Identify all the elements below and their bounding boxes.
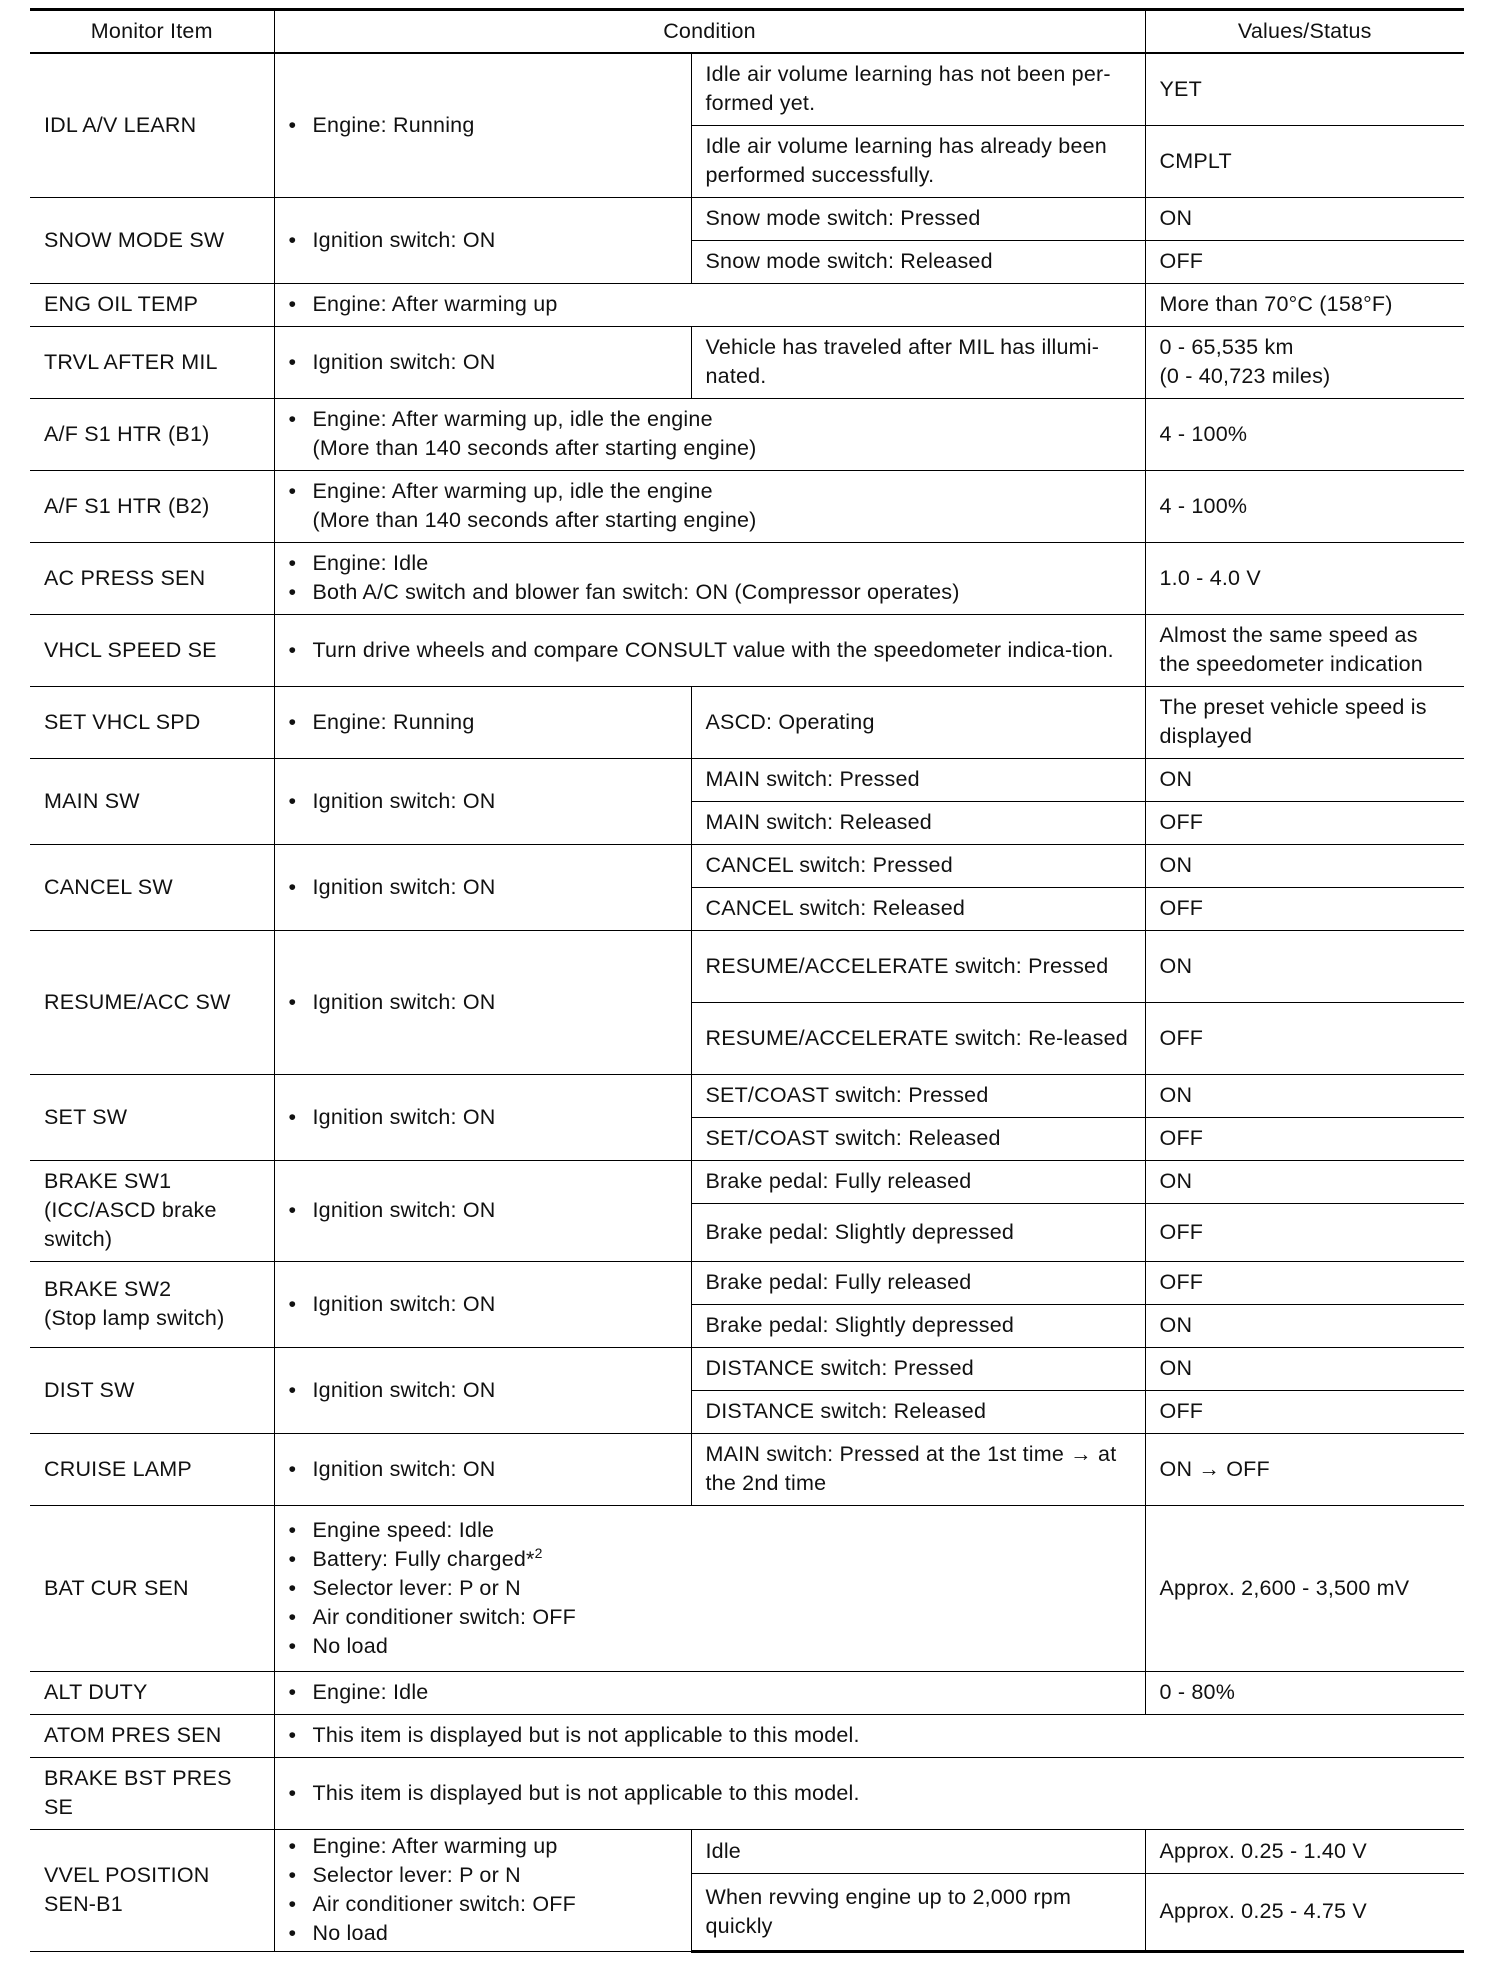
value-cell: OFF xyxy=(1145,887,1464,930)
condition-cell xyxy=(274,1074,691,1160)
condition-cell xyxy=(274,686,691,758)
condition-bullet: • Air conditioner switch: OFF xyxy=(289,1890,677,1919)
monitor-item: A/F S1 HTR (B1) xyxy=(30,398,274,470)
monitor-item: SET VHCL SPD xyxy=(30,686,274,758)
condition-cell xyxy=(274,1433,691,1505)
header-monitor-item: Monitor Item xyxy=(30,10,274,54)
sub-condition: Brake pedal: Fully released xyxy=(691,1261,1145,1304)
value-cell: The preset vehicle speed is displayed xyxy=(1145,686,1464,758)
table-row xyxy=(30,197,1464,240)
monitor-item-line: SEN-B1 xyxy=(44,1892,123,1916)
table-row xyxy=(30,470,1464,542)
sub-condition: SET/COAST switch: Released xyxy=(691,1117,1145,1160)
sub-condition: ASCD: Operating xyxy=(691,686,1145,758)
condition-bullet xyxy=(289,405,1131,463)
monitor-item: DIST SW xyxy=(30,1347,274,1433)
monitor-item-line: VVEL POSITION xyxy=(44,1863,210,1887)
condition-text: (More than 140 seconds after starting engine) xyxy=(312,508,757,532)
monitor-item: BRAKE SW1 (ICC/ASCD brake switch) xyxy=(30,1160,274,1261)
condition-bullet: • Engine: Running xyxy=(289,708,677,737)
condition-bullet: • This item is displayed but is not applicable to this model. xyxy=(289,1721,1451,1750)
condition-bullet: • Both A/C switch and blower fan switch: ON (Compressor operates) xyxy=(289,578,1131,607)
condition-bullet: • Ignition switch: ON xyxy=(289,1455,677,1484)
table-row xyxy=(30,1671,1464,1714)
table-row xyxy=(30,1347,1464,1390)
condition-bullet: • Engine: Running xyxy=(289,111,677,140)
monitor-item: VHCL SPEED SE xyxy=(30,614,274,686)
sub-condition: DISTANCE switch: Released xyxy=(691,1390,1145,1433)
value-cell: OFF xyxy=(1145,1261,1464,1304)
monitor-item: BRAKE BST PRES SE xyxy=(30,1757,274,1829)
condition-bullet: • Selector lever: P or N xyxy=(289,1861,677,1890)
condition-bullet: • Selector lever: P or N xyxy=(289,1574,1131,1603)
footnote-marker: 2 xyxy=(534,1544,543,1561)
monitor-item: RESUME/ACC SW xyxy=(30,930,274,1074)
condition-bullet: • Ignition switch: ON xyxy=(289,1196,677,1225)
condition-text: Engine: After warming up, idle the engine xyxy=(312,407,713,431)
condition-bullet: • No load xyxy=(289,1919,677,1948)
table-row xyxy=(30,1505,1464,1671)
value-cell xyxy=(1145,326,1464,398)
value-cell: ON xyxy=(1145,1160,1464,1203)
monitor-item: BAT CUR SEN xyxy=(30,1505,274,1671)
sub-condition: Brake pedal: Slightly depressed xyxy=(691,1203,1145,1261)
condition-cell xyxy=(274,1160,691,1261)
condition-cell xyxy=(274,1757,1464,1829)
table-row xyxy=(30,1074,1464,1117)
condition-cell xyxy=(274,53,691,197)
monitor-item: CANCEL SW xyxy=(30,844,274,930)
table-row xyxy=(30,614,1464,686)
sub-condition: MAIN switch: Pressed xyxy=(691,758,1145,801)
condition-bullet: • Engine: After warming up xyxy=(289,290,1131,319)
monitor-item-table xyxy=(30,8,1464,1953)
condition-cell xyxy=(274,197,691,283)
value-cell: ON xyxy=(1145,1304,1464,1347)
condition-bullet: • Ignition switch: ON xyxy=(289,787,677,816)
table-row xyxy=(30,930,1464,1002)
condition-cell xyxy=(274,542,1145,614)
value-cell: OFF xyxy=(1145,1002,1464,1074)
sub-condition: Vehicle has traveled after MIL has illumi-nated. xyxy=(691,326,1145,398)
condition-bullet: • Engine: After warming up xyxy=(289,1832,677,1861)
value-cell: 0 - 80% xyxy=(1145,1671,1464,1714)
condition-cell xyxy=(274,1829,691,1951)
value-cell: 4 - 100% xyxy=(1145,470,1464,542)
table-row xyxy=(30,758,1464,801)
sub-condition: Brake pedal: Slightly depressed xyxy=(691,1304,1145,1347)
sub-condition: Idle air volume learning has already been performed successfully. xyxy=(691,125,1145,197)
monitor-item: SET SW xyxy=(30,1074,274,1160)
monitor-item: ENG OIL TEMP xyxy=(30,283,274,326)
value-cell: Approx. 2,600 - 3,500 mV xyxy=(1145,1505,1464,1671)
table-row xyxy=(30,844,1464,887)
value-cell: ON xyxy=(1145,197,1464,240)
condition-bullet: • This item is displayed but is not applicable to this model. xyxy=(289,1779,1451,1808)
table-row xyxy=(30,283,1464,326)
monitor-item-line: (Stop lamp switch) xyxy=(44,1306,225,1330)
table-row xyxy=(30,398,1464,470)
sub-condition: MAIN switch: Pressed at the 1st time → at the 2nd time xyxy=(691,1433,1145,1505)
condition-cell xyxy=(274,326,691,398)
monitor-item: SNOW MODE SW xyxy=(30,197,274,283)
condition-cell xyxy=(274,1714,1464,1757)
condition-bullet: • Ignition switch: ON xyxy=(289,988,677,1017)
condition-cell xyxy=(274,758,691,844)
monitor-item: TRVL AFTER MIL xyxy=(30,326,274,398)
sub-condition: Idle air volume learning has not been per-formed yet. xyxy=(691,53,1145,125)
table-row xyxy=(30,1160,1464,1203)
condition-cell xyxy=(274,1347,691,1433)
condition-bullet: • No load xyxy=(289,1632,1131,1661)
table-header-row xyxy=(30,10,1464,54)
value-cell: YET xyxy=(1145,53,1464,125)
monitor-item: ALT DUTY xyxy=(30,1671,274,1714)
condition-bullet xyxy=(289,477,1131,535)
condition-text: Battery: Fully charged* xyxy=(312,1546,535,1571)
value-cell: Approx. 0.25 - 4.75 V xyxy=(1145,1873,1464,1951)
condition-bullet: • Ignition switch: ON xyxy=(289,226,677,255)
table-row xyxy=(30,686,1464,758)
condition-bullet: • Engine: Idle xyxy=(289,549,1131,578)
monitor-item xyxy=(30,1829,274,1951)
value-cell: CMPLT xyxy=(1145,125,1464,197)
monitor-item xyxy=(30,1261,274,1347)
table-row xyxy=(30,1261,1464,1304)
value-line: (0 - 40,723 miles) xyxy=(1159,364,1331,388)
value-cell: 1.0 - 4.0 V xyxy=(1145,542,1464,614)
condition-bullet: • Ignition switch: ON xyxy=(289,873,677,902)
sub-condition: Snow mode switch: Released xyxy=(691,240,1145,283)
sub-condition: When revving engine up to 2,000 rpm quickly xyxy=(691,1873,1145,1951)
sub-condition: MAIN switch: Released xyxy=(691,801,1145,844)
value-cell: 4 - 100% xyxy=(1145,398,1464,470)
condition-bullet: • Ignition switch: ON xyxy=(289,1290,677,1319)
value-cell: OFF xyxy=(1145,801,1464,844)
sub-condition: Snow mode switch: Pressed xyxy=(691,197,1145,240)
sub-condition: Idle xyxy=(691,1829,1145,1873)
table-row xyxy=(30,1757,1464,1829)
condition-text: Engine: After warming up, idle the engine xyxy=(312,479,713,503)
monitor-item: MAIN SW xyxy=(30,758,274,844)
condition-bullet: • Engine: Idle xyxy=(289,1678,1131,1707)
condition-bullet: • Ignition switch: ON xyxy=(289,348,677,377)
sub-condition: CANCEL switch: Released xyxy=(691,887,1145,930)
sub-condition: CANCEL switch: Pressed xyxy=(691,844,1145,887)
value-cell: More than 70°C (158°F) xyxy=(1145,283,1464,326)
table-row xyxy=(30,326,1464,398)
condition-bullet: • Air conditioner switch: OFF xyxy=(289,1603,1131,1632)
table-row xyxy=(30,1714,1464,1757)
value-cell: Almost the same speed as the speedometer indication xyxy=(1145,614,1464,686)
monitor-item-line: BRAKE SW2 xyxy=(44,1277,172,1301)
condition-cell xyxy=(274,398,1145,470)
table-row xyxy=(30,1433,1464,1505)
value-cell: OFF xyxy=(1145,240,1464,283)
value-cell: ON xyxy=(1145,930,1464,1002)
condition-cell xyxy=(274,930,691,1074)
sub-condition: RESUME/ACCELERATE switch: Re-leased xyxy=(691,1002,1145,1074)
condition-bullet xyxy=(289,1545,1131,1574)
monitor-item: IDL A/V LEARN xyxy=(30,53,274,197)
value-cell: ON → OFF xyxy=(1145,1433,1464,1505)
header-condition: Condition xyxy=(274,10,1145,54)
header-values-status: Values/Status xyxy=(1145,10,1464,54)
value-cell: OFF xyxy=(1145,1203,1464,1261)
condition-cell xyxy=(274,1505,1145,1671)
condition-cell xyxy=(274,470,1145,542)
condition-cell xyxy=(274,1261,691,1347)
condition-bullet: • Turn drive wheels and compare CONSULT value with the speedometer indica-tion. xyxy=(289,636,1131,665)
condition-cell xyxy=(274,283,1145,326)
sub-condition: Brake pedal: Fully released xyxy=(691,1160,1145,1203)
monitor-item: AC PRESS SEN xyxy=(30,542,274,614)
value-cell: OFF xyxy=(1145,1117,1464,1160)
monitor-item: ATOM PRES SEN xyxy=(30,1714,274,1757)
condition-bullet: • Ignition switch: ON xyxy=(289,1376,677,1405)
table-row xyxy=(30,542,1464,614)
condition-bullet: • Engine speed: Idle xyxy=(289,1516,1131,1545)
sub-condition: DISTANCE switch: Pressed xyxy=(691,1347,1145,1390)
value-line: 0 - 65,535 km xyxy=(1159,335,1294,359)
condition-cell xyxy=(274,614,1145,686)
sub-condition: SET/COAST switch: Pressed xyxy=(691,1074,1145,1117)
value-cell: OFF xyxy=(1145,1390,1464,1433)
sub-condition: RESUME/ACCELERATE switch: Pressed xyxy=(691,930,1145,1002)
value-cell: ON xyxy=(1145,1347,1464,1390)
condition-cell xyxy=(274,1671,1145,1714)
condition-text: (More than 140 seconds after starting engine) xyxy=(312,436,757,460)
value-cell: ON xyxy=(1145,844,1464,887)
table-row xyxy=(30,1829,1464,1873)
value-cell: Approx. 0.25 - 1.40 V xyxy=(1145,1829,1464,1873)
table-row xyxy=(30,53,1464,125)
value-cell: ON xyxy=(1145,1074,1464,1117)
value-cell: ON xyxy=(1145,758,1464,801)
condition-cell xyxy=(274,844,691,930)
condition-bullet: • Ignition switch: ON xyxy=(289,1103,677,1132)
monitor-item: CRUISE LAMP xyxy=(30,1433,274,1505)
monitor-item: A/F S1 HTR (B2) xyxy=(30,470,274,542)
